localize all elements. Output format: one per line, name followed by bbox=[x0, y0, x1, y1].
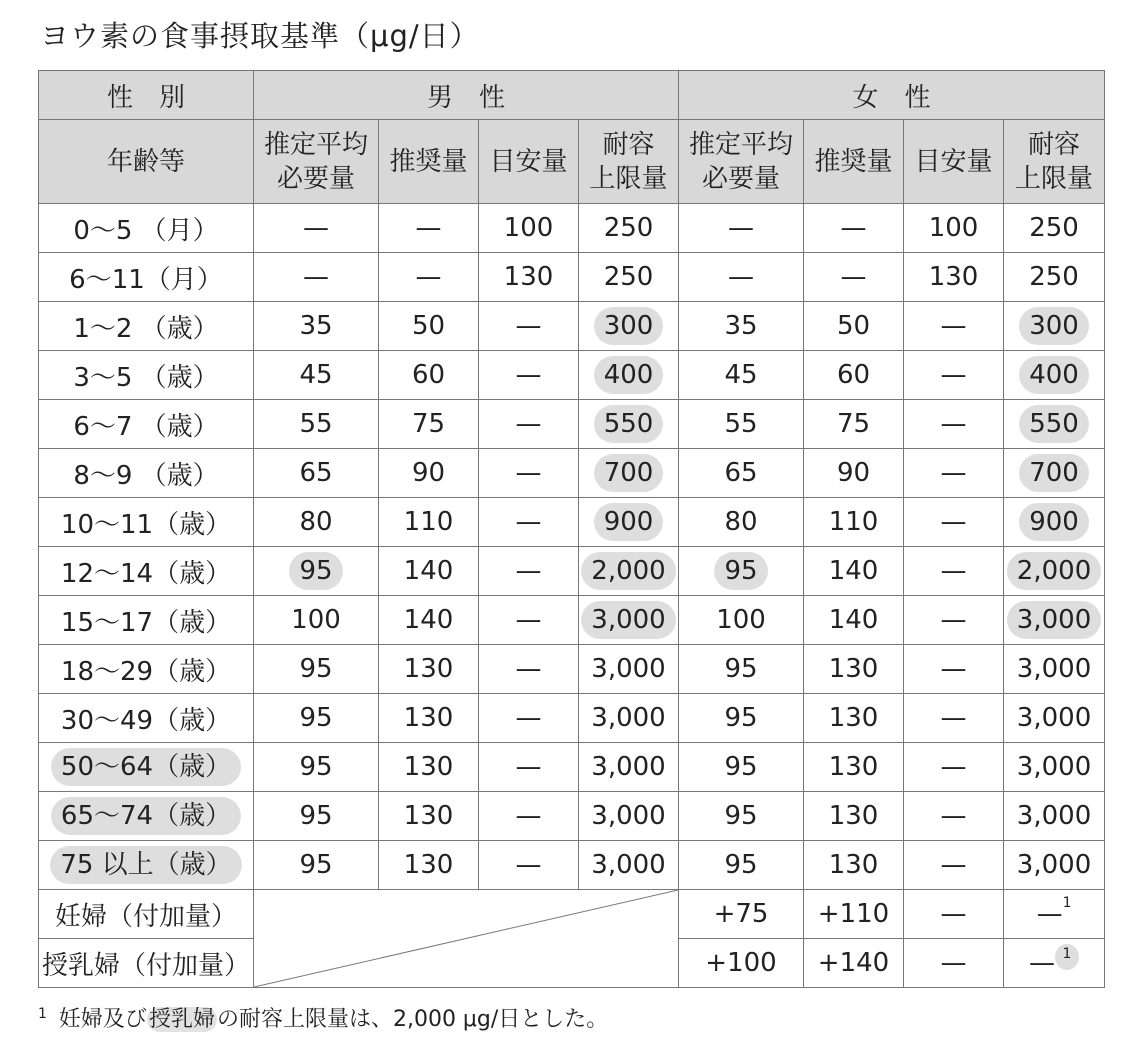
age-cell: 0～5 （月） bbox=[39, 204, 254, 253]
f-ul-cell: —$^1$ bbox=[1004, 890, 1105, 939]
m-ear-cell: 35 bbox=[254, 302, 379, 351]
table-row bbox=[39, 694, 1105, 743]
f-ul-cell: 250 bbox=[1004, 253, 1105, 302]
f-ear-cell: 80 bbox=[679, 498, 804, 547]
f-ai-cell: — bbox=[904, 400, 1004, 449]
f-ul-cell bbox=[1004, 547, 1105, 596]
m-rda-cell: 50 bbox=[379, 302, 479, 351]
m-ear-cell: 95 bbox=[254, 743, 379, 792]
age-cell: 6～11（月） bbox=[39, 253, 254, 302]
m-ai-cell: — bbox=[479, 351, 579, 400]
header-f-rda: 推奨量 bbox=[804, 120, 904, 204]
f-rda-cell: +140 bbox=[804, 939, 904, 988]
f-ul-cell bbox=[1004, 498, 1105, 547]
m-ear-cell: 55 bbox=[254, 400, 379, 449]
age-cell: 10～11（歳） bbox=[39, 498, 254, 547]
header-f-ai: 目安量 bbox=[904, 120, 1004, 204]
highlight-mark: 2,000 bbox=[581, 552, 675, 590]
footnote-text-after: の耐容上限量は、2,000 μg/日とした。 bbox=[216, 1007, 609, 1032]
highlight-mark: 95 bbox=[289, 552, 342, 590]
f-ai-cell: 130 bbox=[904, 253, 1004, 302]
f-ai-cell: 100 bbox=[904, 204, 1004, 253]
m-ear-cell: 80 bbox=[254, 498, 379, 547]
f-rda-cell: +110 bbox=[804, 890, 904, 939]
f-ai-cell: — bbox=[904, 743, 1004, 792]
table-row bbox=[39, 547, 1105, 596]
m-ear-cell bbox=[254, 547, 379, 596]
m-rda-cell: 130 bbox=[379, 841, 479, 890]
highlight-mark: 700 bbox=[1019, 454, 1089, 492]
m-rda-cell: 140 bbox=[379, 596, 479, 645]
f-ear-cell: 45 bbox=[679, 351, 804, 400]
highlight-mark: 400 bbox=[594, 356, 664, 394]
f-ear-cell: — bbox=[679, 253, 804, 302]
age-cell bbox=[39, 841, 254, 890]
f-ai-cell: — bbox=[904, 351, 1004, 400]
f-ul-cell: 3,000 bbox=[1004, 743, 1105, 792]
f-ear-cell: 55 bbox=[679, 400, 804, 449]
f-ear-cell: 95 bbox=[679, 694, 804, 743]
f-ul-cell: 3,000 bbox=[1004, 841, 1105, 890]
table-row bbox=[39, 498, 1105, 547]
table-row bbox=[39, 302, 1105, 351]
table-row bbox=[39, 400, 1105, 449]
table-row bbox=[39, 743, 1105, 792]
f-ai-cell: — bbox=[904, 890, 1004, 939]
highlight-mark: 300 bbox=[1019, 307, 1089, 345]
f-ear-cell: 95 bbox=[679, 743, 804, 792]
highlight-mark: 75 以上（歳） bbox=[50, 846, 241, 884]
m-ai-cell: — bbox=[479, 792, 579, 841]
f-ai-cell: — bbox=[904, 939, 1004, 988]
m-rda-cell: 90 bbox=[379, 449, 479, 498]
table-row bbox=[39, 841, 1105, 890]
m-rda-cell: 110 bbox=[379, 498, 479, 547]
m-ear-cell: 95 bbox=[254, 694, 379, 743]
m-ai-cell: — bbox=[479, 645, 579, 694]
m-ul-cell bbox=[579, 449, 679, 498]
f-ul-cell: 3,000 bbox=[1004, 792, 1105, 841]
m-ear-cell: — bbox=[254, 253, 379, 302]
header-m-ai: 目安量 bbox=[479, 120, 579, 204]
m-ai-cell: — bbox=[479, 449, 579, 498]
pregnant-label: 妊婦（付加量） bbox=[39, 890, 254, 939]
f-ul-cell bbox=[1004, 449, 1105, 498]
table-row bbox=[39, 449, 1105, 498]
m-rda-cell: 130 bbox=[379, 743, 479, 792]
header-female: 女 性 bbox=[679, 71, 1105, 120]
f-ai-cell: — bbox=[904, 841, 1004, 890]
f-rda-cell: 90 bbox=[804, 449, 904, 498]
m-ai-cell: 100 bbox=[479, 204, 579, 253]
table-row bbox=[39, 204, 1105, 253]
m-rda-cell: 130 bbox=[379, 792, 479, 841]
m-rda-cell: 140 bbox=[379, 547, 479, 596]
f-ul-cell: 3,000 bbox=[1004, 694, 1105, 743]
m-ear-cell: — bbox=[254, 204, 379, 253]
m-ai-cell: — bbox=[479, 547, 579, 596]
iodine-intake-table bbox=[38, 70, 1105, 988]
header-age: 年齢等 bbox=[39, 120, 254, 204]
footnote-marker-highlighted: 1 bbox=[1055, 944, 1079, 970]
f-ai-cell: — bbox=[904, 449, 1004, 498]
header-row-sex bbox=[39, 71, 1105, 120]
f-rda-cell: 130 bbox=[804, 645, 904, 694]
m-rda-cell: 130 bbox=[379, 694, 479, 743]
header-male: 男 性 bbox=[254, 71, 679, 120]
diagonal-line bbox=[254, 890, 678, 987]
header-f-ear: 推定平均 必要量 bbox=[679, 120, 804, 204]
age-cell: 18～29（歳） bbox=[39, 645, 254, 694]
m-ul-cell: 250 bbox=[579, 204, 679, 253]
m-rda-cell: — bbox=[379, 253, 479, 302]
highlight-mark: 900 bbox=[1019, 503, 1089, 541]
m-rda-cell: 75 bbox=[379, 400, 479, 449]
highlight-mark: 550 bbox=[594, 405, 664, 443]
f-rda-cell: 130 bbox=[804, 694, 904, 743]
lactating-label: 授乳婦（付加量） bbox=[39, 939, 254, 988]
age-cell: 30～49（歳） bbox=[39, 694, 254, 743]
highlight-mark: 95 bbox=[714, 552, 767, 590]
f-ear-cell: +100 bbox=[679, 939, 804, 988]
highlight-mark: 300 bbox=[594, 307, 664, 345]
f-rda-cell: 60 bbox=[804, 351, 904, 400]
header-m-rda: 推奨量 bbox=[379, 120, 479, 204]
footnote-number: 1 bbox=[38, 1005, 47, 1022]
header-m-ear: 推定平均 必要量 bbox=[254, 120, 379, 204]
m-ear-cell: 95 bbox=[254, 841, 379, 890]
highlight-mark: 700 bbox=[594, 454, 664, 492]
f-ear-cell: 95 bbox=[679, 792, 804, 841]
m-ul-cell: 3,000 bbox=[579, 841, 679, 890]
m-ai-cell: — bbox=[479, 694, 579, 743]
page-title: ヨウ素の食事摂取基準（μg/日） bbox=[40, 19, 480, 53]
f-ear-cell: 100 bbox=[679, 596, 804, 645]
f-rda-cell: 140 bbox=[804, 547, 904, 596]
highlight-mark: 3,000 bbox=[581, 601, 675, 639]
f-rda-cell: 130 bbox=[804, 792, 904, 841]
f-rda-cell: — bbox=[804, 204, 904, 253]
f-rda-cell: 130 bbox=[804, 841, 904, 890]
age-cell bbox=[39, 743, 254, 792]
highlight-mark: 50～64（歳） bbox=[51, 748, 241, 786]
m-ai-cell: — bbox=[479, 302, 579, 351]
f-ear-cell: 95 bbox=[679, 645, 804, 694]
f-rda-cell: 75 bbox=[804, 400, 904, 449]
m-ul-cell bbox=[579, 351, 679, 400]
m-ul-cell bbox=[579, 547, 679, 596]
age-cell: 8～9 （歳） bbox=[39, 449, 254, 498]
f-rda-cell: 130 bbox=[804, 743, 904, 792]
footnote bbox=[38, 1002, 608, 1033]
f-ear-cell: +75 bbox=[679, 890, 804, 939]
footnote-text-highlight: 授乳婦 bbox=[148, 1007, 215, 1032]
age-cell: 15～17（歳） bbox=[39, 596, 254, 645]
f-ul-cell bbox=[1004, 596, 1105, 645]
f-ai-cell: — bbox=[904, 596, 1004, 645]
table-row bbox=[39, 792, 1105, 841]
age-cell: 1～2 （歳） bbox=[39, 302, 254, 351]
m-ul-cell bbox=[579, 400, 679, 449]
highlight-mark: 2,000 bbox=[1007, 552, 1101, 590]
f-ai-cell: — bbox=[904, 645, 1004, 694]
highlight-mark: 400 bbox=[1019, 356, 1089, 394]
table-row bbox=[39, 253, 1105, 302]
f-ul-cell bbox=[1004, 400, 1105, 449]
f-ul-cell bbox=[1004, 351, 1105, 400]
m-ear-cell: 100 bbox=[254, 596, 379, 645]
f-ear-cell: 95 bbox=[679, 841, 804, 890]
f-ear-cell: 65 bbox=[679, 449, 804, 498]
f-ul-cell: 3,000 bbox=[1004, 645, 1105, 694]
table-row-pregnant bbox=[39, 890, 1105, 939]
f-rda-cell: 140 bbox=[804, 596, 904, 645]
f-ul-cell: — $^1$ bbox=[1004, 939, 1105, 988]
m-ear-cell: 45 bbox=[254, 351, 379, 400]
m-ul-cell bbox=[579, 498, 679, 547]
f-ai-cell: — bbox=[904, 498, 1004, 547]
f-rda-cell: 50 bbox=[804, 302, 904, 351]
m-ear-cell: 95 bbox=[254, 792, 379, 841]
header-f-ul: 耐容 上限量 bbox=[1004, 120, 1105, 204]
header-sex: 性 別 bbox=[39, 71, 254, 120]
highlight-mark: 65～74（歳） bbox=[51, 797, 241, 835]
age-cell: 12～14（歳） bbox=[39, 547, 254, 596]
m-rda-cell: — bbox=[379, 204, 479, 253]
age-cell: 6～7 （歳） bbox=[39, 400, 254, 449]
highlight-mark: 550 bbox=[1019, 405, 1089, 443]
f-ul-cell: 250 bbox=[1004, 204, 1105, 253]
m-ul-cell bbox=[579, 302, 679, 351]
header-row-columns bbox=[39, 120, 1105, 204]
table-row bbox=[39, 351, 1105, 400]
diagonal-blank-cell bbox=[254, 890, 679, 988]
f-rda-cell: — bbox=[804, 253, 904, 302]
m-ai-cell: — bbox=[479, 841, 579, 890]
f-ai-cell: — bbox=[904, 792, 1004, 841]
m-ul-cell: 3,000 bbox=[579, 743, 679, 792]
highlight-mark: 3,000 bbox=[1007, 601, 1101, 639]
f-ai-cell: — bbox=[904, 547, 1004, 596]
table-row bbox=[39, 596, 1105, 645]
f-ear-cell: 35 bbox=[679, 302, 804, 351]
header-m-ul: 耐容 上限量 bbox=[579, 120, 679, 204]
f-ear-cell: — bbox=[679, 204, 804, 253]
f-ai-cell: — bbox=[904, 302, 1004, 351]
m-ear-cell: 65 bbox=[254, 449, 379, 498]
m-ai-cell: — bbox=[479, 400, 579, 449]
highlight-mark: 900 bbox=[594, 503, 664, 541]
m-ai-cell: — bbox=[479, 498, 579, 547]
f-ear-cell bbox=[679, 547, 804, 596]
age-cell: 3～5 （歳） bbox=[39, 351, 254, 400]
m-ul-cell: 3,000 bbox=[579, 694, 679, 743]
m-ul-cell: 3,000 bbox=[579, 645, 679, 694]
footnote-marker: 1 bbox=[1062, 895, 1072, 911]
m-ul-cell: 3,000 bbox=[579, 792, 679, 841]
m-ai-cell: 130 bbox=[479, 253, 579, 302]
f-rda-cell: 110 bbox=[804, 498, 904, 547]
table-row bbox=[39, 645, 1105, 694]
m-rda-cell: 60 bbox=[379, 351, 479, 400]
m-ul-cell bbox=[579, 596, 679, 645]
footnote-text-before: 妊婦及び bbox=[58, 1007, 147, 1032]
m-rda-cell: 130 bbox=[379, 645, 479, 694]
age-cell bbox=[39, 792, 254, 841]
m-ai-cell: — bbox=[479, 596, 579, 645]
m-ul-cell: 250 bbox=[579, 253, 679, 302]
f-ai-cell: — bbox=[904, 694, 1004, 743]
m-ear-cell: 95 bbox=[254, 645, 379, 694]
f-ul-cell bbox=[1004, 302, 1105, 351]
m-ai-cell: — bbox=[479, 743, 579, 792]
